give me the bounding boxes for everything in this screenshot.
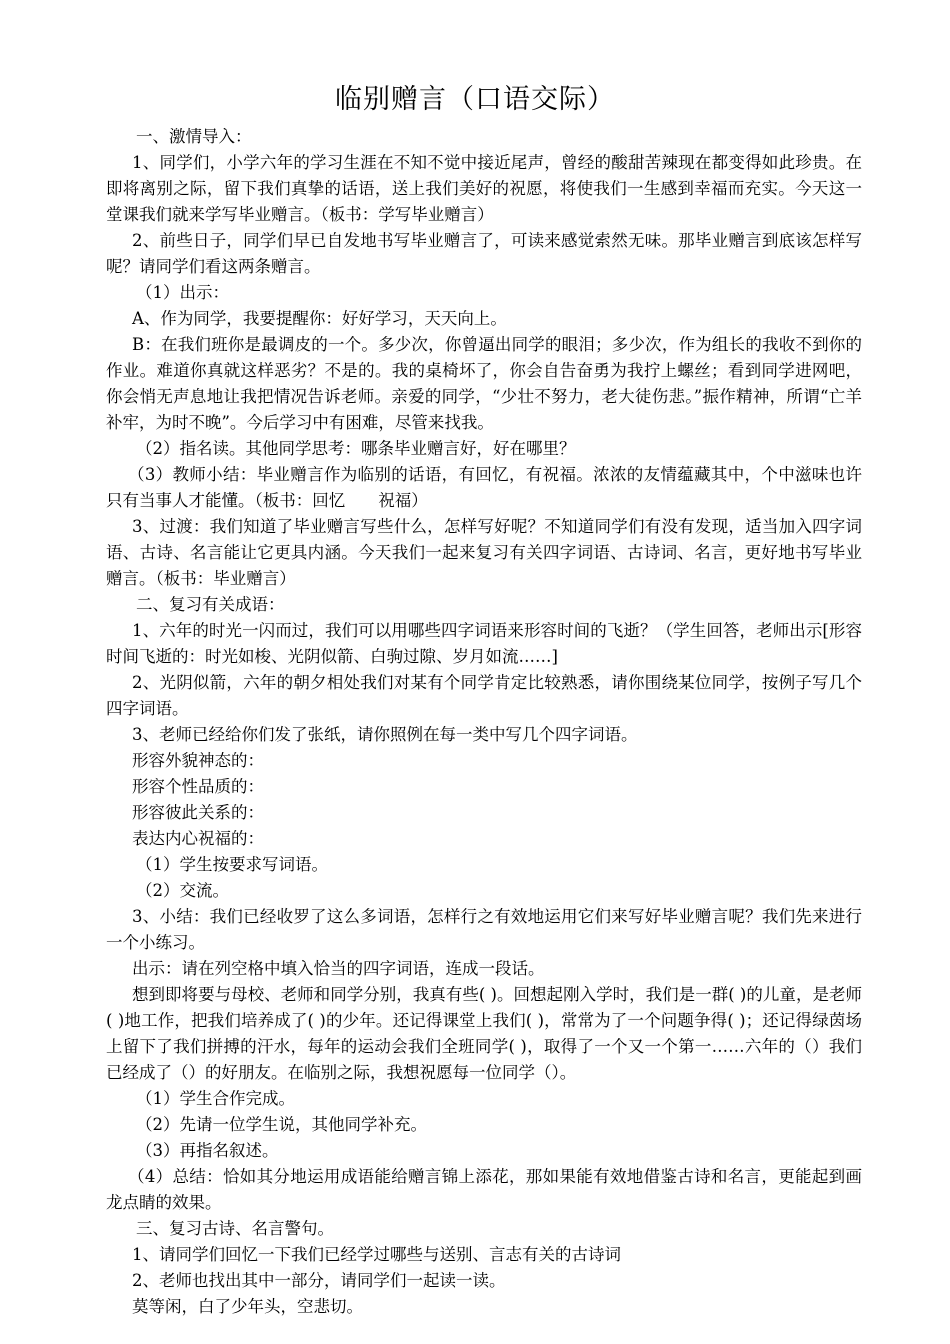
paragraph: 出示：请在列空格中填入恰当的四字词语，连成一段话。 <box>132 959 545 978</box>
paragraph: 1、请同学们回忆一下我们已经学过哪些与送别、言志有关的古诗词 <box>132 1245 621 1264</box>
paragraph: （3）再指名叙述。 <box>136 1141 279 1160</box>
section-heading: 三、复习古诗、名言警句。 <box>136 1219 334 1238</box>
paragraph: 3、过渡：我们知道了毕业赠言写些什么，怎样写好呢？不知道同学们有没有发现，适当加入四字词语、古诗、名言能让它更具内涵。今天我们一起来复习有关四字词语、古诗词、名言，更好地书写毕业赠言。（板书：毕业赠言） <box>106 517 862 588</box>
paragraph: 形容外貌神态的： <box>132 751 264 770</box>
paragraph: 2、老师也找出其中一部分，请同学们一起读一读。 <box>132 1271 506 1290</box>
paragraph: （1）出示： <box>136 283 229 302</box>
paragraph: A、作为同学，我要提醒你：好好学习，天天向上。 <box>132 309 507 328</box>
section-heading: 一、激情导入： <box>136 127 252 146</box>
paragraph: （2）交流。 <box>136 881 229 900</box>
paragraph: 表达内心祝福的： <box>132 829 264 848</box>
paragraph: 3、小结：我们已经收罗了这么多词语，怎样行之有效地运用它们来写好毕业赠言呢？我们先来进行一个小练习。 <box>106 907 862 952</box>
paragraph: 3、老师已经给你们发了张纸，请你照例在每一类中写几个四字词语。 <box>132 725 638 744</box>
paragraph: B：在我们班你是最调皮的一个。多少次，你曾逼出同学的眼泪；多少次，作为组长的我收不到你的作业。难道你真就这样恶劣？不是的。我的桌椅坏了，你会自告奋勇为我拧上螺丝；看到同学进网吧，你会悄无声息地让我把情况告诉老师。亲爱的同学，“少壮不努力，老大徒伤悲。”振作精神，所谓“亡羊补牢，为时不晚”。今后学习中有困难，尽管来找我。 <box>106 335 862 432</box>
document-title: 临别赠言（口语交际） <box>335 84 615 115</box>
paragraph: 2、光阴似箭，六年的朝夕相处我们对某有个同学肯定比较熟悉，请你围绕某位同学，按例子写几个四字词语。 <box>106 673 862 718</box>
section-heading: 二、复习有关成语： <box>136 595 285 614</box>
paragraph: （1）学生合作完成。 <box>136 1089 295 1108</box>
paragraph: （2）指名读。其他同学思考：哪条毕业赠言好，好在哪里？ <box>136 439 576 458</box>
paragraph: 想到即将要与母校、老师和同学分别，我真有些( )。回想起刚入学时，我们是一群( )的儿童，是老师( )地工作，把我们培养成了( )的少年。还记得课堂上我们( )，常常为了一个问题争得( )；还记得绿茵场上留下了我们拼搏的汗水，每年的运动会我们全班同学( )，取得了一个又一个第一……六年的（）我们已经成了（）的好朋友。在临别之际，我想祝愿每一位同学（）。 <box>106 985 862 1082</box>
paragraph: 2、前些日子，同学们早已自发地书写毕业赠言了，可读来感觉索然无味。那毕业赠言到底该怎样写呢？请同学们看这两条赠言。 <box>106 231 862 276</box>
document-body <box>106 124 862 1320</box>
paragraph: （1）学生按要求写词语。 <box>136 855 328 874</box>
paragraph: 形容彼此关系的： <box>132 803 264 822</box>
paragraph: 莫等闲，白了少年头，空悲切。 <box>132 1297 363 1316</box>
paragraph: 1、六年的时光一闪而过，我们可以用哪些四字词语来形容时间的飞逝？（学生回答，老师出示[形容时间飞逝的：时光如梭、光阴似箭、白驹过隙、岁月如流……] <box>106 621 862 666</box>
paragraph: 形容个性品质的： <box>132 777 264 796</box>
paragraph: （2）先请一位学生说，其他同学补充。 <box>136 1115 427 1134</box>
paragraph: 1、同学们，小学六年的学习生涯在不知不觉中接近尾声，曾经的酸甜苦辣现在都变得如此珍贵。在即将离别之际，留下我们真挚的话语，送上我们美好的祝愿，将使我们一生感到幸福而充实。今天这一堂课我们就来学写毕业赠言。（板书：学写毕业赠言） <box>106 153 862 224</box>
paragraph: （3）教师小结：毕业赠言作为临别的话语，有回忆，有祝福。浓浓的友情蕴藏其中，个中滋味也许只有当事人才能懂。（板书：回忆 祝福） <box>106 465 862 510</box>
paragraph: （4）总结：恰如其分地运用成语能给赠言锦上添花，那如果能有效地借鉴古诗和名言，更能起到画龙点睛的效果。 <box>106 1167 862 1212</box>
